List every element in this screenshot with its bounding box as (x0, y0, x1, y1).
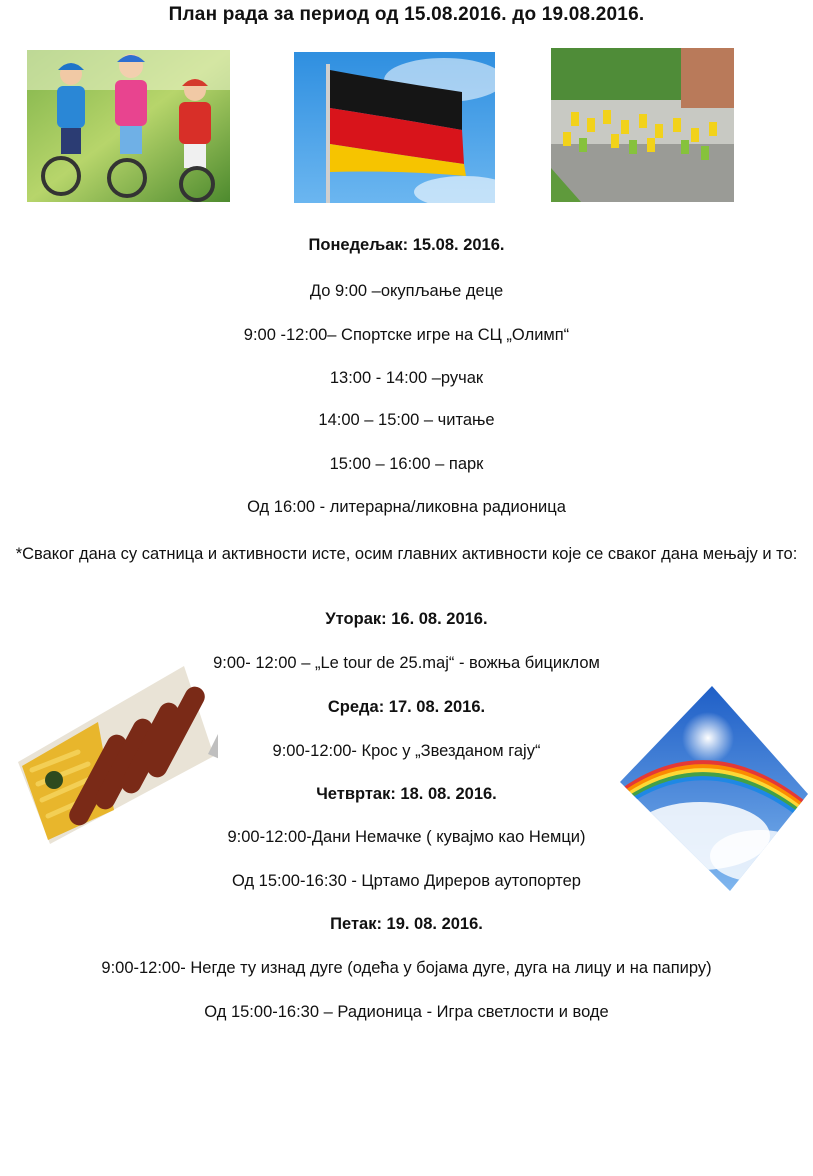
kids-bicycles-illustration (27, 50, 230, 202)
rainbow-illustration (620, 686, 808, 891)
friday-item-2: Од 15:00-16:30 – Радионица - Игра светлости и воде (204, 1003, 609, 1021)
friday-heading: Петак: 19. 08. 2016. (330, 915, 483, 933)
thursday-item-2: Од 15:00-16:30 - Цртамо Диреров аутопортер (232, 872, 581, 890)
thursday-heading: Четвртак: 18. 08. 2016. (316, 785, 497, 803)
rainbow-image (620, 686, 808, 891)
sausages-image (18, 660, 218, 845)
monday-item-3: 13:00 - 14:00 –ручак (329, 369, 484, 387)
monday-item-6: Од 16:00 - литерарна/ликовна радионица (247, 498, 566, 516)
monday-item-2: 9:00 -12:00– Спортске игре на СЦ „Олимп“ (243, 326, 570, 344)
monday-item-4: 14:00 – 15:00 – читање (318, 411, 495, 429)
page-title: План рада за период од 15.08.2016. до 19.08.2016. (168, 4, 645, 25)
kids-bicycles-image (27, 50, 230, 202)
thursday-item-1: 9:00-12:00-Дани Немачке ( кувајмо као Немци) (227, 828, 586, 846)
running-race-image (551, 48, 734, 202)
german-flag-illustration (294, 52, 495, 203)
monday-item-1: До 9:00 –окупљање деце (309, 282, 504, 300)
friday-item-1: 9:00-12:00- Негде ту изнад дуге (одећа у бојама дуге, дуга на лицу и на папиру) (101, 959, 712, 977)
monday-heading: Понедељак: 15.08. 2016. (308, 236, 505, 254)
wednesday-heading: Среда: 17. 08. 2016. (327, 698, 486, 716)
monday-item-5: 15:00 – 16:00 – парк (329, 455, 484, 473)
tuesday-item-1: 9:00- 12:00 – „Le tour de 25.maj“ - вожња бициклом (213, 654, 600, 672)
german-flag-image (294, 52, 495, 203)
sausages-illustration (18, 660, 218, 845)
running-race-illustration (551, 48, 734, 202)
tuesday-heading: Уторак: 16. 08. 2016. (325, 610, 488, 628)
schedule-note: *Сваког дана су сатница и активности исте, осим главних активности које се сваког дана мењају и то: (15, 545, 798, 563)
wednesday-item-1: 9:00-12:00- Крос у „Звезданом гају“ (272, 742, 541, 760)
